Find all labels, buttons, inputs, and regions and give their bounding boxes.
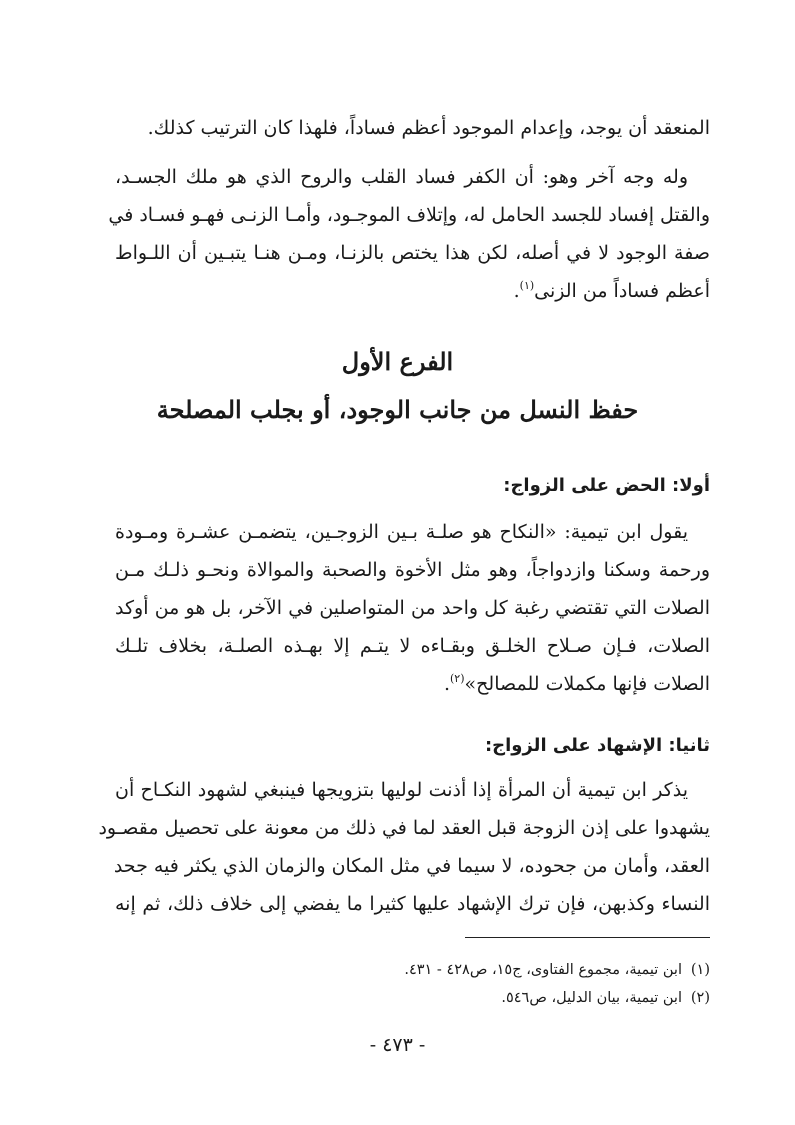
footnote-2 (501, 986, 710, 1010)
sub1-line-5-text: الصلات فإنها مكملات للمصالح» (464, 673, 710, 695)
sub1-end: . (443, 673, 450, 695)
para1-line-2: والقتل إفساد للجسد الحامل له، وإتلاف الموجـود، وأمـا الزنـى فهـو فسـاد في (108, 204, 710, 226)
para1-line-4 (115, 276, 710, 306)
footnote-2-number: (٢) (690, 990, 710, 1006)
sub2-line-1: يذكر ابن تيمية أن المرأة إذا أذنت لوليها بتزويجها فينبغي لشهود النكـاح أن (115, 779, 688, 801)
footnote-1-text: ابن تيمية، مجموع الفتاوى، ج١٥، ص٤٢٨ - ٤٣١. (404, 962, 682, 978)
footnote-separator (465, 937, 710, 938)
para1-line-4-text: أعظم فساداً من الزنى (534, 280, 710, 302)
footnote-ref-1[interactable]: (١) (519, 279, 535, 292)
para1-line-3: صفة الوجود لا في أصله، لكن هذا يختص بالزنـا، ومـن هنـا يتبـين أن اللـواط (115, 242, 710, 264)
sub1-line-5 (115, 669, 710, 699)
sub2-line-4: النساء وكذبهن، فإن ترك الإشهاد عليها كثيرا ما يفضي إلى خلاف ذلك، ثم إنه (115, 893, 710, 915)
footnote-1 (404, 958, 710, 982)
page-number: - ٤٧٣ - (369, 1034, 426, 1056)
sub1-line-1: يقول ابن تيمية: «النكاح هو صلـة بـين الزوجـين، يتضمـن عشـرة ومـودة (115, 521, 688, 543)
para1-line-1: وله وجه آخر وهو: أن الكفر فساد القلب والروح الذي هو ملك الجسـد، (115, 166, 688, 188)
sub1-line-4: الصلات، فـإن صـلاح الخلـق وبقـاءه لا يتـم إلا بهـذه الصلـة، بخلاف تلـك (115, 635, 710, 657)
sub2-line-2: يشهدوا على إذن الزوجة قبل العقد لما في ذلك من معونة على تحصيل مقصـود (98, 817, 710, 839)
subheading-2: ثانيا: الإشهاد على الزواج: (484, 735, 710, 756)
section-subtitle: حفظ النسل من جانب الوجود، أو بجلب المصلحة (156, 395, 639, 424)
sub1-line-2: ورحمة وسكنا وازدواجاً، وهو مثل الأخوة والصحبة والموالاة ونحـو ذلـك مـن (115, 559, 710, 581)
subheading-1: أولا: الحض على الزواج: (503, 475, 710, 496)
footnote-2-text: ابن تيمية، بيان الدليل، ص٥٤٦. (501, 990, 682, 1006)
sub2-line-3: العقد، وأمان من جحوده، لا سيما في مثل المكان والزمان الذي يكثر فيه جحد (113, 855, 710, 877)
sub1-line-3: الصلات التي تقتضي رغبة كل واحد من المتواصلين في الآخر، بل هو من أوكد (115, 597, 710, 619)
intro-line: المنعقد أن يوجد، وإعدام الموجود أعظم فساداً، فلهذا كان الترتيب كذلك. (147, 117, 710, 139)
footnote-1-number: (١) (690, 962, 710, 978)
para1-end: . (513, 280, 520, 302)
section-title: الفرع الأول (341, 347, 454, 376)
footnote-ref-2[interactable]: (٢) (450, 672, 465, 685)
